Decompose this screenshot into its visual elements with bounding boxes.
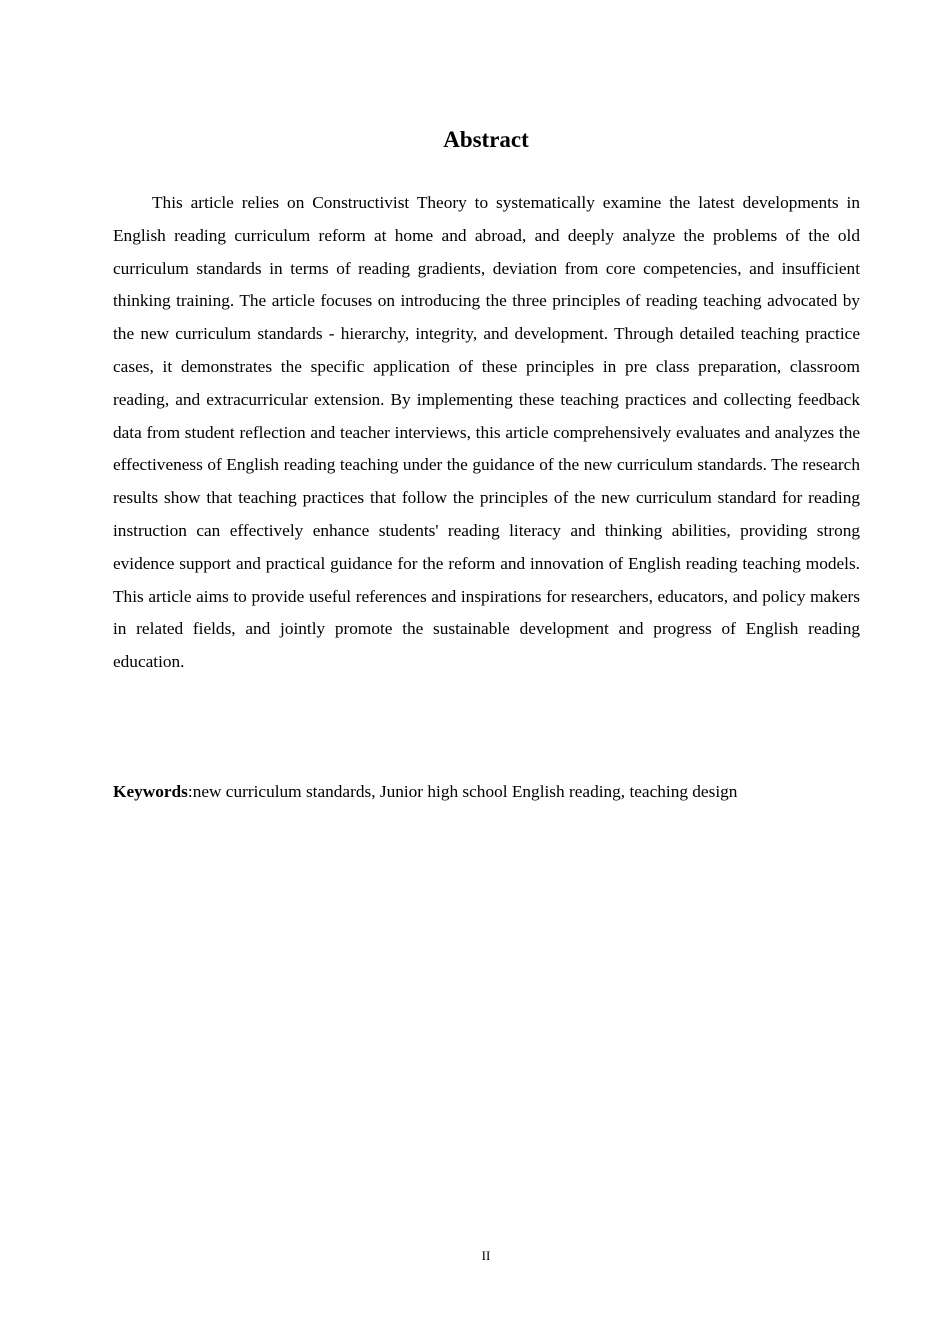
keywords-list: :new curriculum standards, Junior high school English reading, teaching design <box>187 782 738 801</box>
page-number: II <box>481 1248 491 1263</box>
keywords-label: Keywords <box>113 782 188 801</box>
keywords-line <box>113 776 860 809</box>
abstract-body: This article relies on Constructivist Theory to systematically examine the latest developments in English reading curriculum reform at home and abroad, and deeply analyze the problems of the old curriculum standards in terms of reading gradients, deviation from core competencies, and insufficient thinking training. The article focuses on introducing the three principles of reading teaching advocated by the new curriculum standards - hierarchy, integrity, and development. Through detailed teaching practice cases, it demonstrates the specific application of these principles in pre class preparation, classroom reading, and extracurricular extension. By implementing these teaching practices and collecting feedback data from student reflection and teacher interviews, this article comprehensively evaluates and analyzes the effectiveness of English reading teaching under the guidance of the new curriculum standards. The research results show that teaching practices that follow the principles of the new curriculum standard for reading instruction can effectively enhance students' reading literacy and thinking abilities, providing strong evidence support and practical guidance for the reform and innovation of English reading teaching models. This article aims to provide useful references and inspirations for researchers, educators, and policy makers in related fields, and jointly promote the sustainable development and progress of English reading education. <box>113 193 860 672</box>
abstract-title: Abstract <box>443 127 529 152</box>
